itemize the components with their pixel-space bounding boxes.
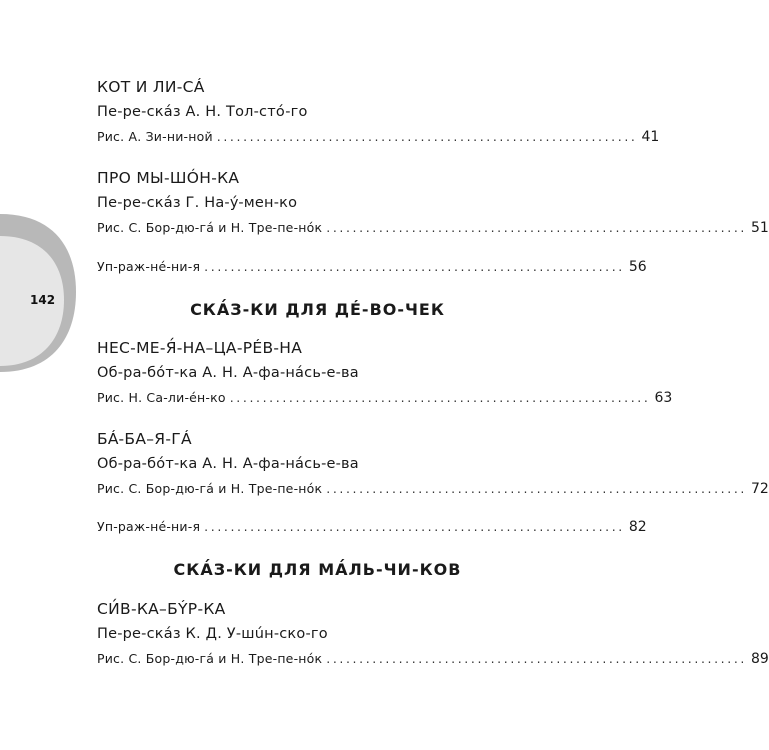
story-title: БÁ-БА–Я-ГÁ	[97, 430, 192, 448]
dot-leader: ................................................................	[326, 220, 747, 235]
toc-exercises	[97, 518, 647, 536]
exercises-line	[97, 518, 647, 536]
story-title: ПРО МЫ-ШÓН-КА	[97, 169, 240, 187]
dot-leader: ................................................................	[204, 259, 625, 274]
illustration-line	[97, 128, 660, 146]
page-number: 142	[30, 293, 56, 307]
toc-entry	[97, 429, 769, 498]
illustrator-label: Рис. Н. Са-ли-éн-ко	[97, 390, 226, 405]
illustration-line	[97, 650, 769, 668]
section-heading-girls: СКА́З-КИ ДЛЯ ДÉ-ВО-ЧЕК	[190, 300, 445, 319]
exercises-label: Уп-раж-нé-ни-я	[97, 259, 201, 274]
story-credit: Пе-ре-скáз К. Д. У-шúн-ско-го	[97, 626, 328, 642]
toc-exercises	[97, 258, 647, 276]
story-credit: Об-ра-бóт-ка А. Н. А-фа-нáсь-е-ва	[97, 365, 359, 381]
toc-entry	[97, 599, 769, 668]
story-credit: Пе-ре-скáз Г. На-ý-мен-ко	[97, 195, 298, 211]
section-heading-boys: СКА́З-КИ ДЛЯ МА́ЛЬ-ЧИ-КОВ	[173, 560, 462, 579]
exercises-line	[97, 258, 647, 276]
story-credit: Об-ра-бóт-ка А. Н. А-фа-нáсь-е-ва	[97, 456, 359, 472]
story-title: НЕС-МЕ-Я́-НА–ЦА-РÉВ-НА	[97, 339, 303, 357]
dot-leader: ................................................................	[326, 651, 747, 666]
story-title: КОТ И ЛИ-СÁ	[97, 78, 205, 96]
illustrator-label: Рис. С. Бор-дю-гá и Н. Тре-пе-нóк	[97, 481, 323, 496]
page-ref: 82	[628, 519, 647, 535]
page-ref: 72	[750, 481, 769, 497]
illustrator-label: Рис. С. Бор-дю-гá и Н. Тре-пе-нóк	[97, 651, 323, 666]
page-ref: 41	[641, 129, 660, 145]
dot-leader: ................................................................	[229, 390, 651, 405]
toc-entry	[97, 77, 660, 146]
page-ref: 89	[750, 651, 769, 667]
illustration-line	[97, 480, 769, 498]
dot-leader: ................................................................	[204, 519, 625, 534]
dot-leader: ................................................................	[216, 129, 638, 144]
toc-entry	[97, 168, 769, 237]
page-ref: 63	[654, 390, 673, 406]
story-credit: Пе-ре-скáз А. Н. Тол-стó-го	[97, 104, 308, 120]
page-ref: 51	[750, 220, 769, 236]
dot-leader: ................................................................	[326, 481, 747, 496]
toc-entry	[97, 338, 673, 407]
page-ref: 56	[628, 259, 647, 275]
illustration-line	[97, 389, 673, 407]
illustrator-label: Рис. С. Бор-дю-гá и Н. Тре-пе-нóк	[97, 220, 323, 235]
story-title: СИ́В-КА–БÝР-КА	[97, 600, 226, 618]
illustration-line	[97, 219, 769, 237]
exercises-label: Уп-раж-нé-ни-я	[97, 519, 201, 534]
illustrator-label: Рис. А. Зи-ни-ной	[97, 129, 213, 144]
